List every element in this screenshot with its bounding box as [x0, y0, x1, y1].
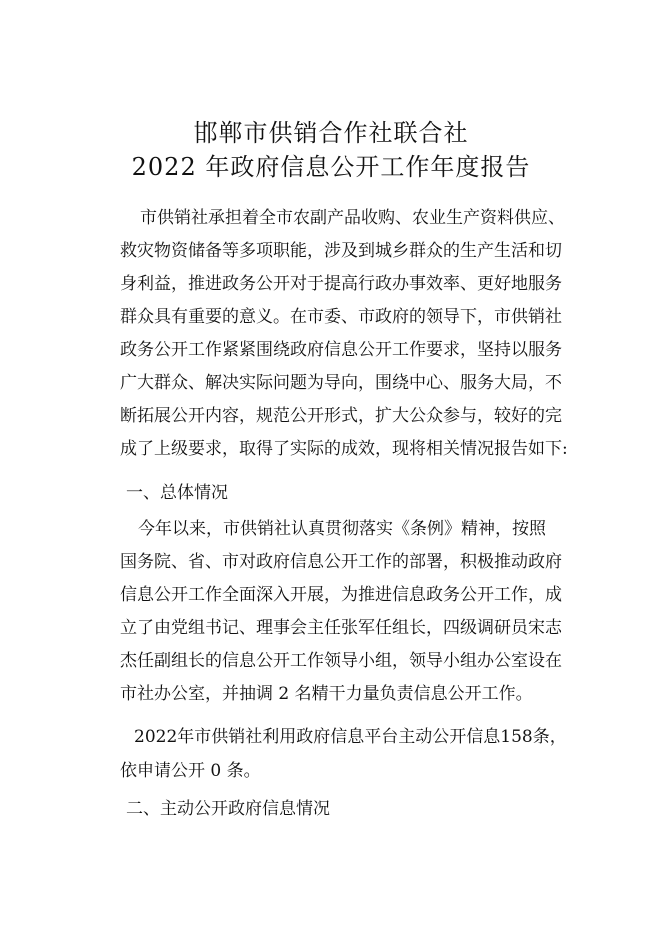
- intro-line: 政务公开工作紧紧围绕政府信息公开工作要求，坚持以服务: [120, 340, 562, 360]
- section1-line: 今年以来，市供销社认真贯彻落实《条例》精神，按照: [138, 519, 546, 539]
- intro-line: 市供销社承担着全市农副产品收购、农业生产资料供应、: [140, 208, 565, 228]
- section1-line: 立了由党组书记、理事会主任张军任组长，四级调研员宋志: [120, 618, 562, 638]
- document-title-line1: 邯郸市供销合作社联合社: [193, 119, 469, 147]
- section1-line: 市社办公室，并抽调 2 名精干力量负责信息公开工作。: [120, 684, 533, 704]
- intro-line: 身利益，推进政务公开对于提高行政办事效率、更好地服务: [120, 274, 562, 294]
- intro-line: 群众具有重要的意义。在市委、市政府的领导下，市供销社: [120, 307, 562, 327]
- section-heading-overview: 一、总体情况: [126, 483, 228, 503]
- intro-line: 救灾物资储备等多项职能，涉及到城乡群众的生产生活和切: [120, 241, 562, 261]
- section1-line: 杰任副组长的信息公开工作领导小组，领导小组办公室设在: [120, 651, 562, 671]
- section-heading-proactive-disclosure: 二、主动公开政府信息情况: [126, 799, 330, 819]
- section1-line: 信息公开工作全面深入开展，为推进信息政务公开工作，成: [120, 585, 562, 605]
- section1-stat-line: 2022年市供销社利用政府信息平台主动公开信息158条，: [134, 727, 567, 747]
- intro-line: 成了上级要求，取得了实际的成效，现将相关情况报告如下:: [120, 439, 568, 459]
- intro-line: 断拓展公开内容，规范公开形式，扩大公众参与，较好的完: [120, 406, 562, 426]
- section1-line: 国务院、省、市对政府信息公开工作的部署，积极推动政府: [120, 552, 562, 572]
- document-title-line2: 2022 年政府信息公开工作年度报告: [131, 153, 531, 181]
- section1-stat-line: 依申请公开 0 条。: [120, 761, 261, 781]
- intro-line: 广大群众、解决实际问题为导向，围绕中心、服务大局，不: [120, 373, 562, 393]
